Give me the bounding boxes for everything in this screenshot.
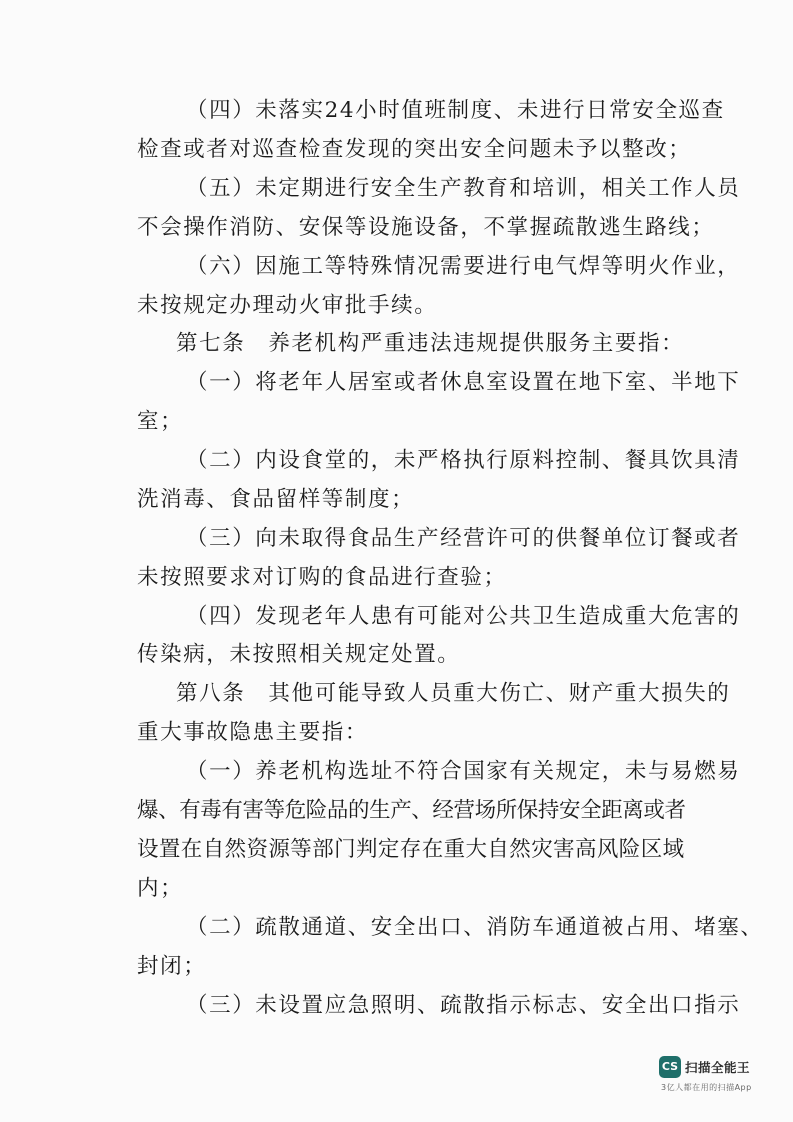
article-heading: 第七条 养老机构严重违法违规提供服务主要指：	[176, 331, 685, 356]
paragraph-line: （三）向未取得食品生产经营许可的供餐单位订餐或者	[186, 526, 741, 551]
paragraph-line: 洗消毒、食品留样等制度；	[137, 487, 415, 512]
paragraph-line: （二）内设食堂的，未严格执行原料控制、餐具饮具清	[186, 448, 741, 473]
paragraph-line: 未按照要求对订购的食品进行查验；	[137, 565, 507, 590]
paragraph-line: 不会操作消防、安保等设施设备，不掌握疏散逃生路线；	[137, 215, 715, 240]
paragraph-line: 封闭；	[137, 954, 207, 979]
paragraph-line: 爆、有毒有害等危险品的生产、经营场所保持安全距离或者	[137, 798, 686, 823]
paragraph-line: 检查或者对巡查检查发现的突出安全问题未予以整改；	[137, 137, 692, 162]
paragraph-line: （一）养老机构选址不符合国家有关规定，未与易燃易	[186, 759, 741, 784]
paragraph-line: （三）未设置应急照明、疏散指示标志、安全出口指示	[186, 993, 741, 1018]
paragraph-line: （四）发现老年人患有可能对公共卫生造成重大危害的	[186, 604, 741, 629]
paragraph-line: （六）因施工等特殊情况需要进行电气焊等明火作业，	[186, 254, 741, 279]
paragraph-line: （一）将老年人居室或者休息室设置在地下室、半地下	[186, 370, 741, 395]
camscanner-logo-icon: CS	[659, 1056, 681, 1078]
watermark-tagline: 3亿人都在用的扫描App	[661, 1083, 752, 1092]
paragraph-line: （二）疏散通道、安全出口、消防车通道被占用、堵塞、	[186, 915, 764, 940]
paragraph-line: 室；	[137, 409, 184, 434]
paragraph-line: （五）未定期进行安全生产教育和培训，相关工作人员	[186, 176, 741, 201]
article-heading: 第八条 其他可能导致人员重大伤亡、财产重大损失的	[176, 681, 731, 706]
paragraph-line: 设置在自然资源等部门判定存在重大自然灾害高风险区域	[137, 837, 685, 862]
paragraph-line: 传染病，未按照相关规定处置。	[137, 642, 461, 667]
paragraph-line: 未按规定办理动火审批手续。	[137, 293, 438, 318]
paragraph-line: （四）未落实24小时值班制度、未进行日常安全巡查	[186, 98, 725, 123]
paragraph-line: 重大事故隐患主要指：	[137, 720, 369, 745]
scanner-watermark	[659, 1056, 759, 1096]
paragraph-line: 内；	[137, 876, 184, 901]
watermark-brand: 扫描全能王	[685, 1060, 751, 1075]
